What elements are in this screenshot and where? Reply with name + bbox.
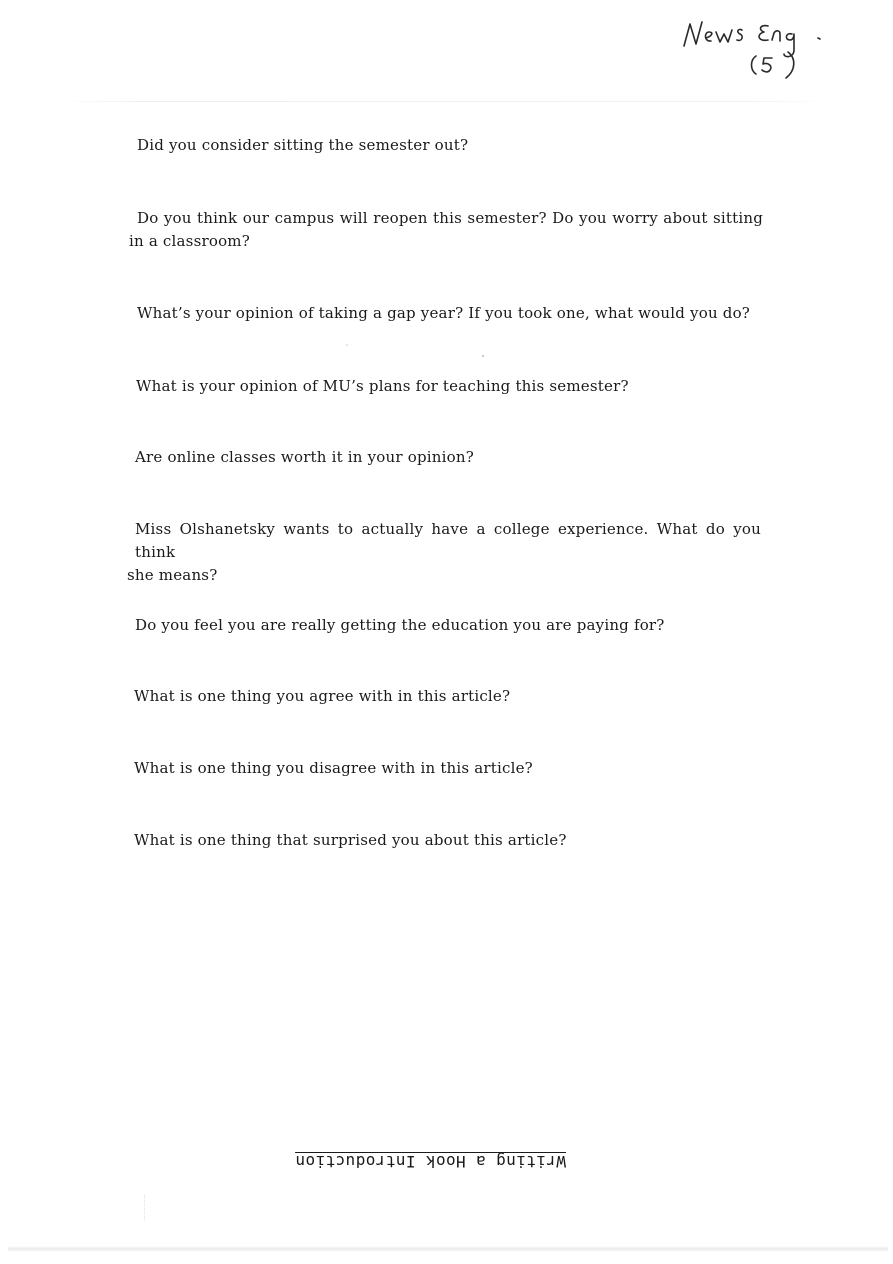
question-4: What is your opinion of MU’s plans for teaching this semester?: [136, 377, 629, 395]
question-10: What is one thing that surprised you about this article?: [134, 831, 567, 849]
question-2: [129, 207, 763, 253]
question-2-line-2: in a classroom?: [129, 232, 250, 250]
question-6: [127, 518, 761, 587]
scan-speck: [482, 355, 484, 357]
question-2-line-1: Do you think our campus will reopen this semester? Do you worry about sitting: [137, 209, 763, 227]
question-1: Did you consider sitting the semester out?: [137, 136, 469, 154]
question-7: Do you feel you are really getting the education you are paying for?: [135, 616, 665, 634]
question-3: What’s your opinion of taking a gap year? If you took one, what would you do?: [137, 304, 751, 322]
question-9: What is one thing you disagree with in this article?: [134, 759, 533, 777]
question-5: Are online classes worth it in your opinion?: [135, 448, 474, 466]
scan-artifact: [144, 1195, 151, 1221]
scan-speck: [346, 344, 348, 346]
question-6-line-2: she means?: [127, 566, 218, 584]
page-bottom-edge: [8, 1246, 888, 1252]
upside-down-heading: Writing a Hook Introduction: [295, 1152, 566, 1171]
svg-text:News Eng.: News Eng.: [676, 14, 682, 15]
question-8: What is one thing you agree with in this article?: [134, 687, 511, 705]
top-divider: [60, 101, 830, 102]
handwritten-note: [676, 14, 836, 90]
question-6-line-1: Miss Olshanetsky wants to actually have a college experience. What do you think: [135, 520, 761, 561]
